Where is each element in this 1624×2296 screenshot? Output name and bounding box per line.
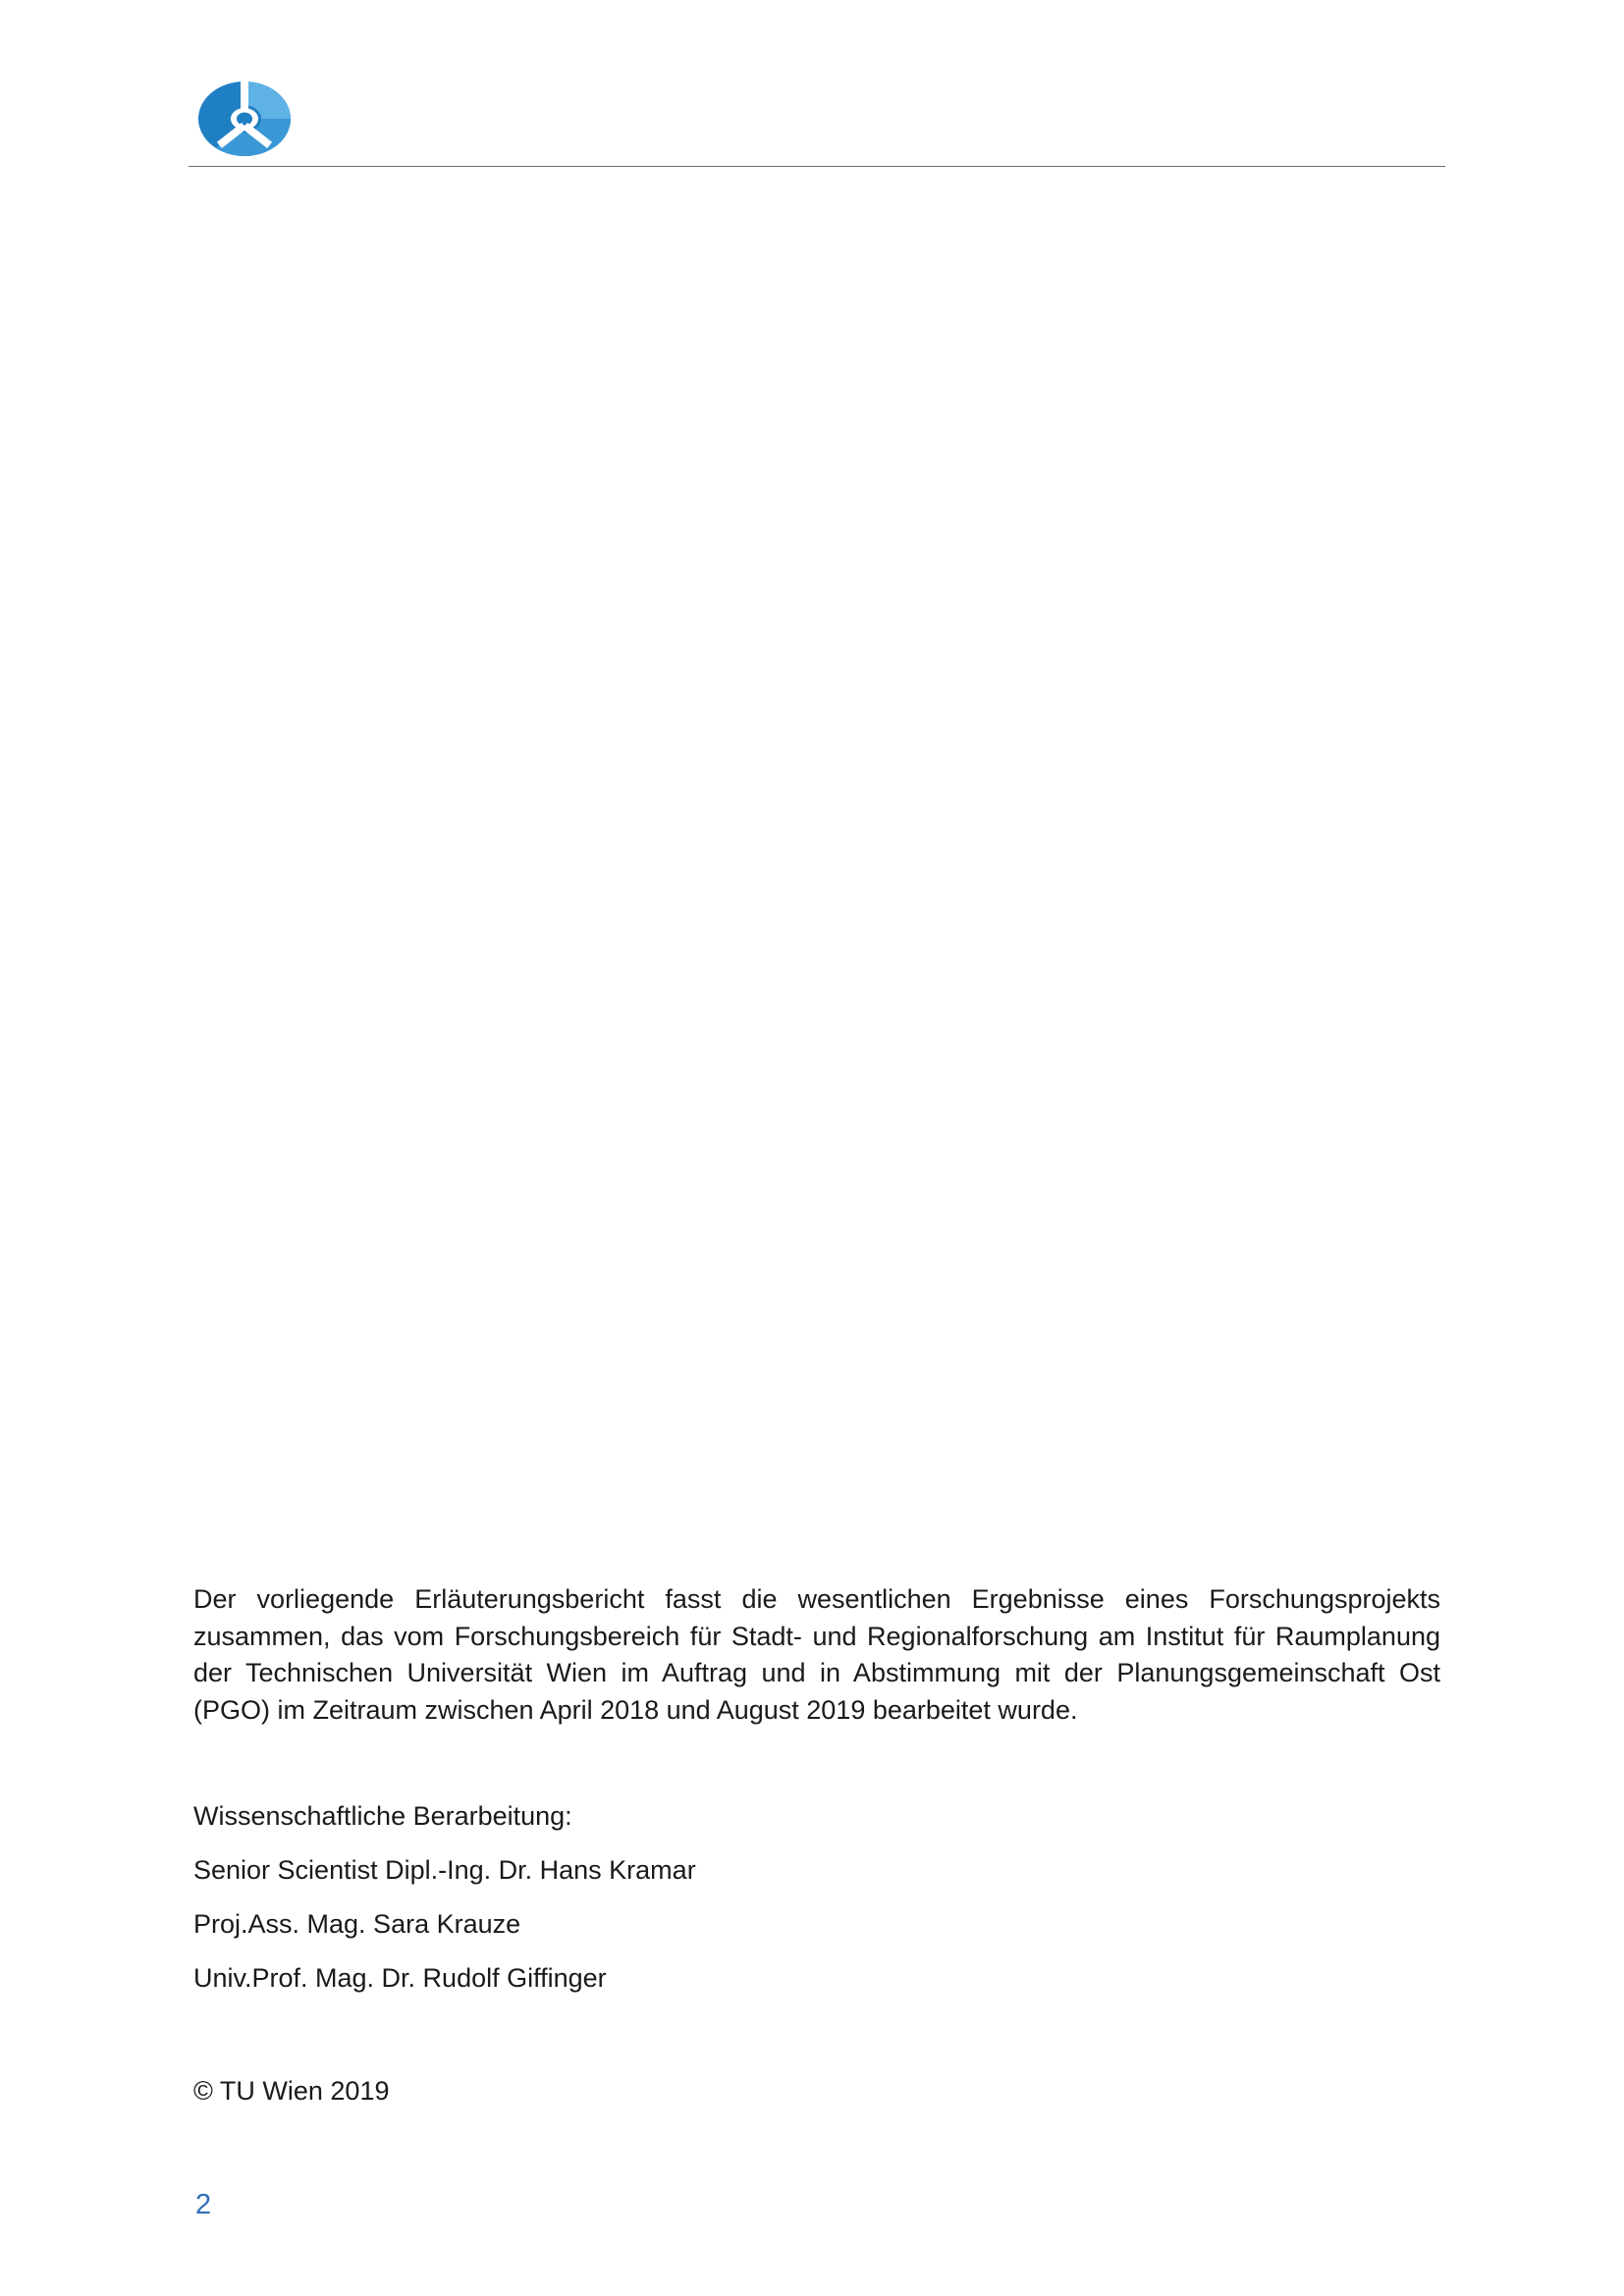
author-name: Senior Scientist Dipl.-Ing. Dr. Hans Kramar bbox=[193, 1855, 696, 1885]
author-name: Univ.Prof. Mag. Dr. Rudolf Giffinger bbox=[193, 1963, 607, 1993]
author-name: Proj.Ass. Mag. Sara Krauze bbox=[193, 1909, 521, 1939]
header-divider bbox=[189, 166, 1445, 167]
logo-center bbox=[237, 113, 252, 126]
page-number: 2 bbox=[195, 2189, 212, 2220]
logo-spoke-top bbox=[241, 80, 248, 109]
copyright-notice: © TU Wien 2019 bbox=[193, 2076, 390, 2106]
logo-icon bbox=[196, 77, 293, 159]
credits-list bbox=[193, 1798, 696, 2014]
intro-paragraph: Der vorliegende Erläuterungsbericht fasst die wesentlichen Ergebnisse eines Forschungsprojekts zusammen, das vom Forschungsbereich für Stadt- und Regionalforschung am Institut für Raumplanung der Technischen Universität Wien im Auftrag und in Abstimmung mit der Planungsgemeinschaft Ost (PGO) im Zeitraum zwischen April 2018 und August 2019 bearbeitet wurde. bbox=[193, 1584, 1440, 1725]
credits-heading: Wissenschaftliche Berarbeitung: bbox=[193, 1801, 572, 1831]
logo-graphic bbox=[196, 77, 293, 159]
